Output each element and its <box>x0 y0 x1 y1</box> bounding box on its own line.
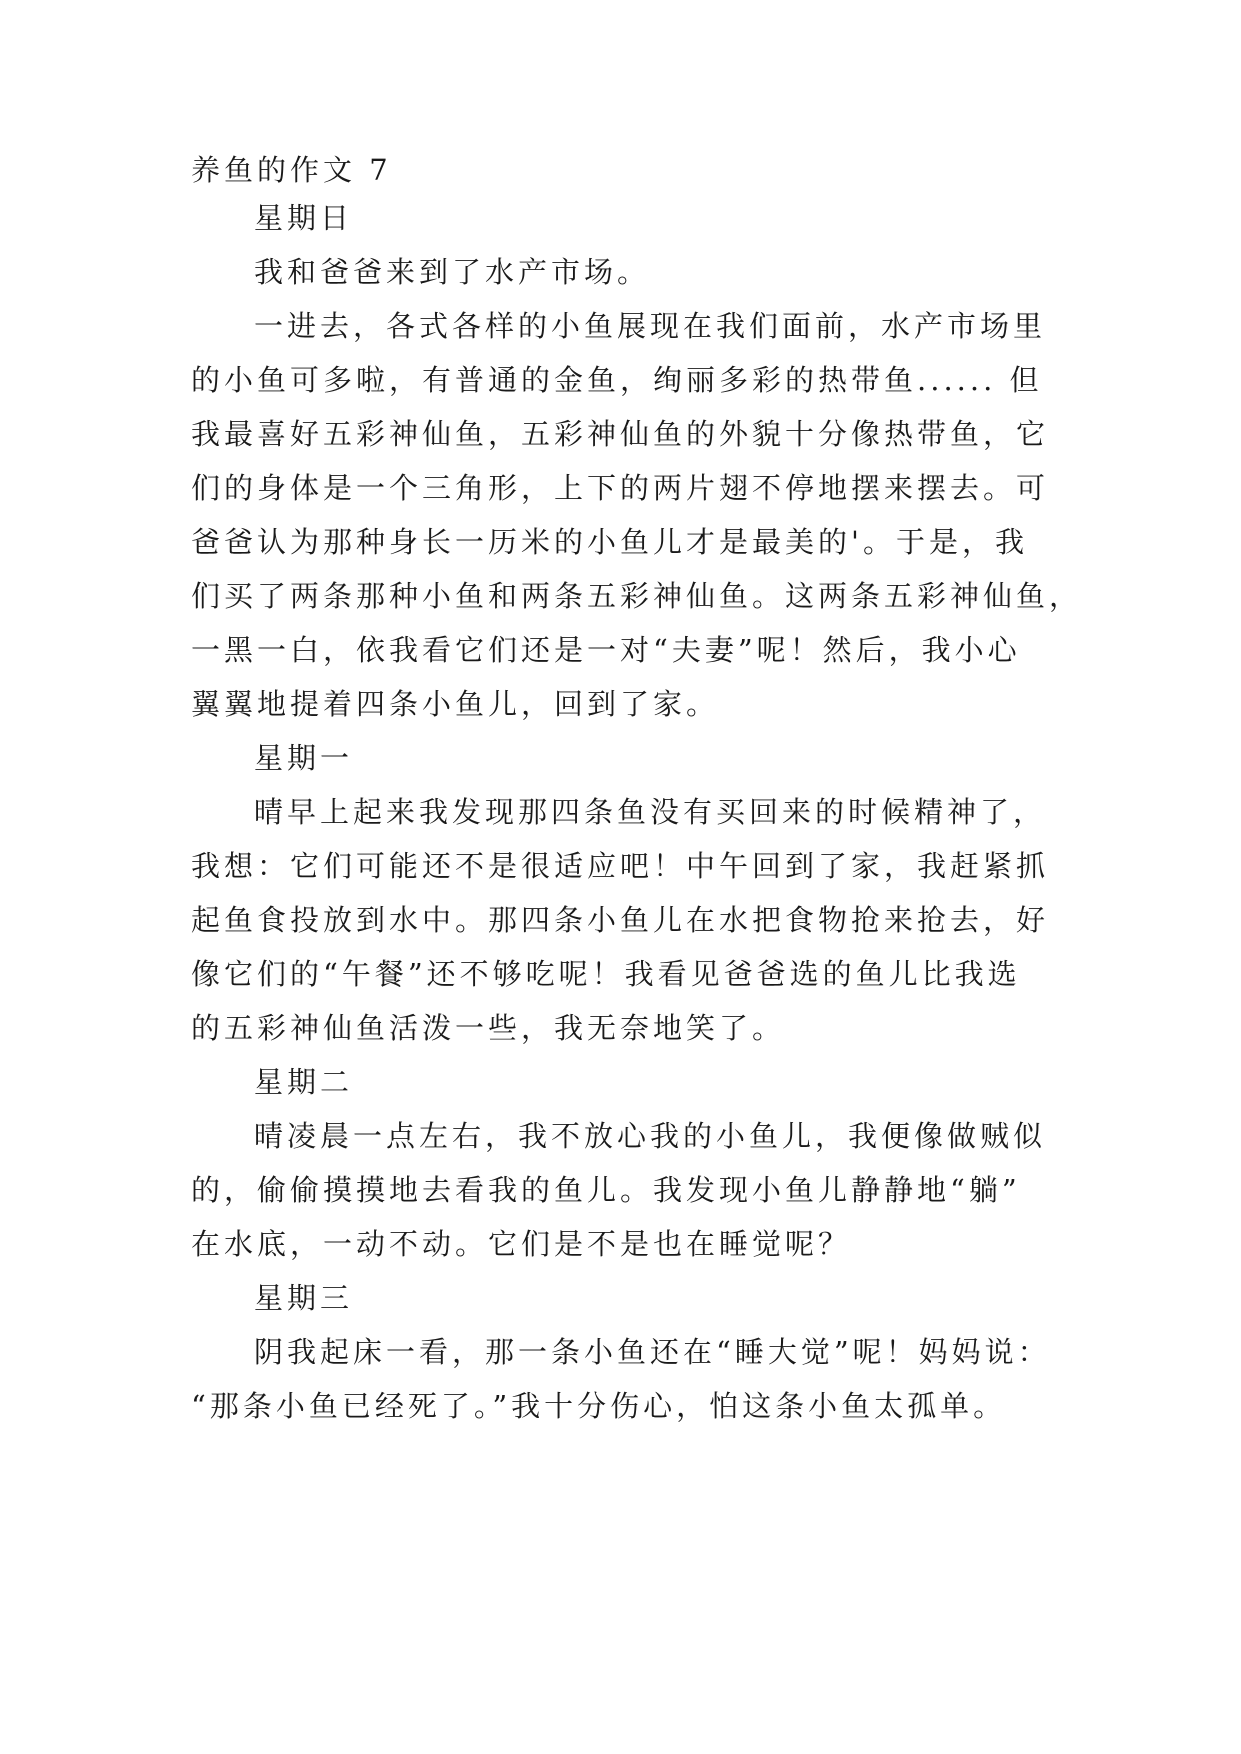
text-line: 阴我起床一看，那一条小鱼还在“睡大觉”呢！妈妈说： <box>254 1335 1051 1369</box>
text-line: 的五彩神仙鱼活泼一些，我无奈地笑了。 <box>191 1011 786 1045</box>
text-line: 像它们的“午餐”还不够吃呢！我看见爸爸选的鱼儿比我选 <box>191 957 1021 991</box>
text-line: 们买了两条那种小鱼和两条五彩神仙鱼。这两条五彩神仙鱼， <box>191 579 1083 613</box>
day-heading-monday: 星期一 <box>254 741 354 775</box>
text-line: 的小鱼可多啦，有普通的金鱼，绚丽多彩的热带鱼...... 但 <box>191 363 1043 397</box>
day-heading-tuesday: 星期二 <box>254 1065 354 1099</box>
document-title: 养鱼的作文 7 <box>191 153 392 187</box>
text-line: 的，偷偷摸摸地去看我的鱼儿。我发现小鱼儿静静地“躺” <box>191 1173 1021 1207</box>
day-heading-wednesday: 星期三 <box>254 1281 354 1315</box>
text-line: 晴早上起来我发现那四条鱼没有买回来的时候精神了， <box>254 795 1047 829</box>
day-heading-sunday: 星期日 <box>254 201 354 235</box>
text-line: 我想：它们可能还不是很适应吧！中午回到了家，我赶紧抓 <box>191 849 1050 883</box>
text-line: 翼翼地提着四条小鱼儿，回到了家。 <box>191 687 720 721</box>
text-line: 一黑一白，依我看它们还是一对“夫妻”呢！然后，我小心 <box>191 633 1021 667</box>
text-line: 一进去，各式各样的小鱼展现在我们面前，水产市场里 <box>254 309 1047 343</box>
text-line: 我最喜好五彩神仙鱼，五彩神仙鱼的外貌十分像热带鱼，它 <box>191 417 1050 451</box>
text-line: “那条小鱼已经死了。”我十分伤心，怕这条小鱼太孤单。 <box>191 1389 1007 1423</box>
text-line: 我和爸爸来到了水产市场。 <box>254 255 651 289</box>
text-line: 在水底，一动不动。它们是不是也在睡觉呢？ <box>191 1227 852 1261</box>
text-line: 晴凌晨一点左右，我不放心我的小鱼儿，我便像做贼似 <box>254 1119 1047 1153</box>
text-line: 们的身体是一个三角形，上下的两片翅不停地摆来摆去。可 <box>191 471 1050 505</box>
text-line: 起鱼食投放到水中。那四条小鱼儿在水把食物抢来抢去，好 <box>191 903 1050 937</box>
text-line: 爸爸认为那种身长一历米的小鱼儿才是最美的'。于是，我 <box>191 525 1028 559</box>
